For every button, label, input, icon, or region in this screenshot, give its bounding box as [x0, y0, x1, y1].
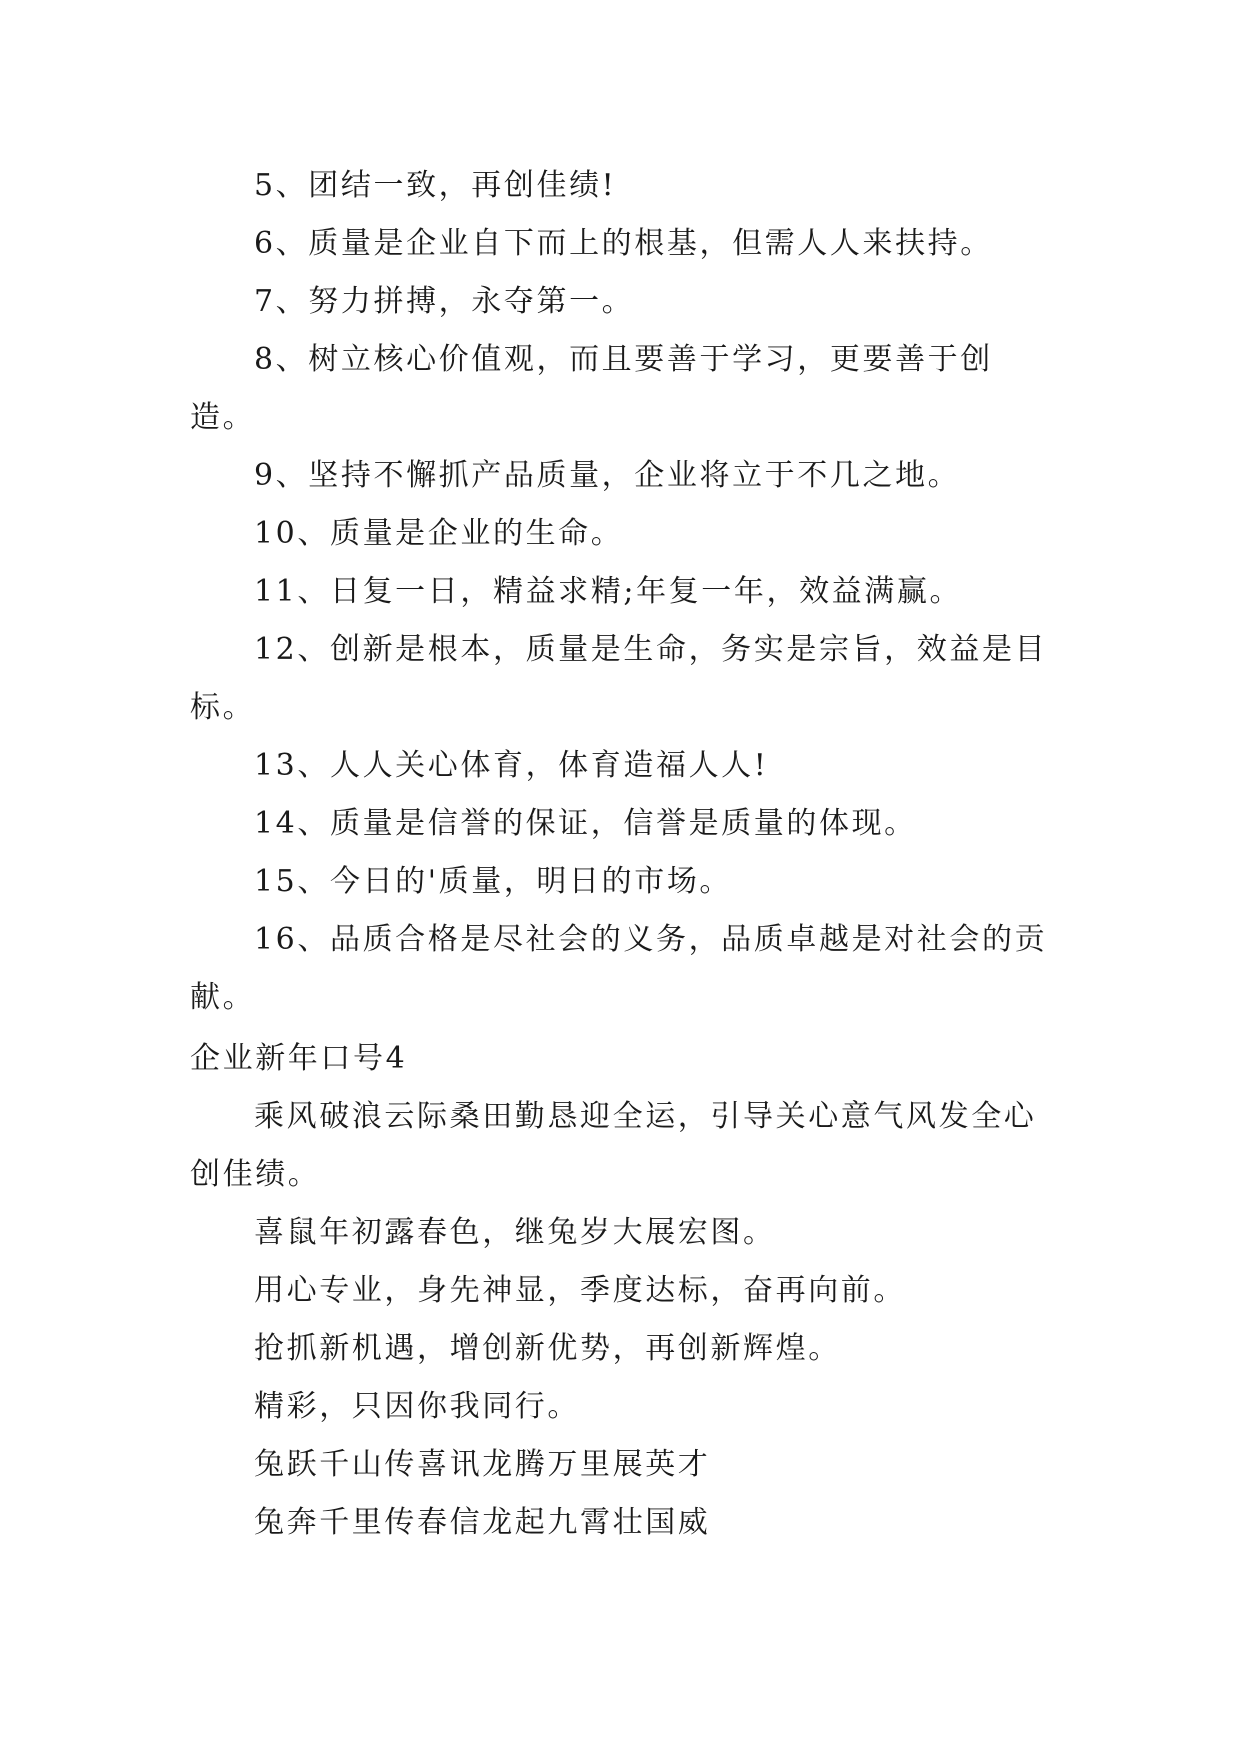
slogan-paragraph: 兔奔千里传春信龙起九霄壮国威: [254, 1505, 711, 1540]
slogan-paragraph: 15、今日的'质量，明日的市场。: [254, 864, 733, 899]
slogan-paragraph: 乘风破浪云际桑田勤恳迎全运，引导关心意气风发全心创佳绩。: [190, 1099, 1037, 1192]
slogan-paragraph: 9、坚持不懈抓产品质量，企业将立于不几之地。: [254, 458, 961, 493]
slogan-paragraph: 11、日复一日，精益求精;年复一年，效益满赢。: [254, 574, 963, 609]
slogan-paragraph: 抢抓新机遇，增创新优势，再创新辉煌。: [254, 1331, 841, 1366]
slogan-paragraph: 10、质量是企业的生命。: [254, 516, 624, 551]
slogan-paragraph: 14、质量是信誉的保证，信誉是质量的体现。: [254, 806, 917, 841]
slogan-paragraph: 精彩，只因你我同行。: [254, 1389, 580, 1424]
slogan-list-section: [190, 157, 1050, 1027]
slogan-paragraph: 兔跃千山传喜讯龙腾万里展英才: [254, 1447, 711, 1482]
slogan-paragraph: 8、树立核心价值观，而且要善于学习，更要善于创造。: [190, 342, 993, 435]
slogan-paragraph: 16、品质合格是尽社会的义务，品质卓越是对社会的贡献。: [190, 922, 1048, 1015]
slogan-paragraph: 5、团结一致，再创佳绩!: [254, 168, 617, 203]
slogan-paragraph: 6、质量是企业自下而上的根基，但需人人来扶持。: [254, 226, 993, 261]
section-heading: 企业新年口号4: [190, 1041, 408, 1076]
slogan-paragraph: 12、创新是根本，质量是生命，务实是宗旨，效益是目标。: [190, 632, 1048, 725]
slogan-paragraph: 喜鼠年初露春色，继兔岁大展宏图。: [254, 1215, 776, 1250]
slogan-paragraph: 用心专业，身先神显，季度达标，奋再向前。: [254, 1273, 906, 1308]
slogan-paragraph: 7、努力拼搏，永夺第一。: [254, 284, 635, 319]
slogan-paragraph: 13、人人关心体育，体育造福人人!: [254, 748, 769, 783]
new-year-slogan-section: [190, 1088, 1050, 1552]
